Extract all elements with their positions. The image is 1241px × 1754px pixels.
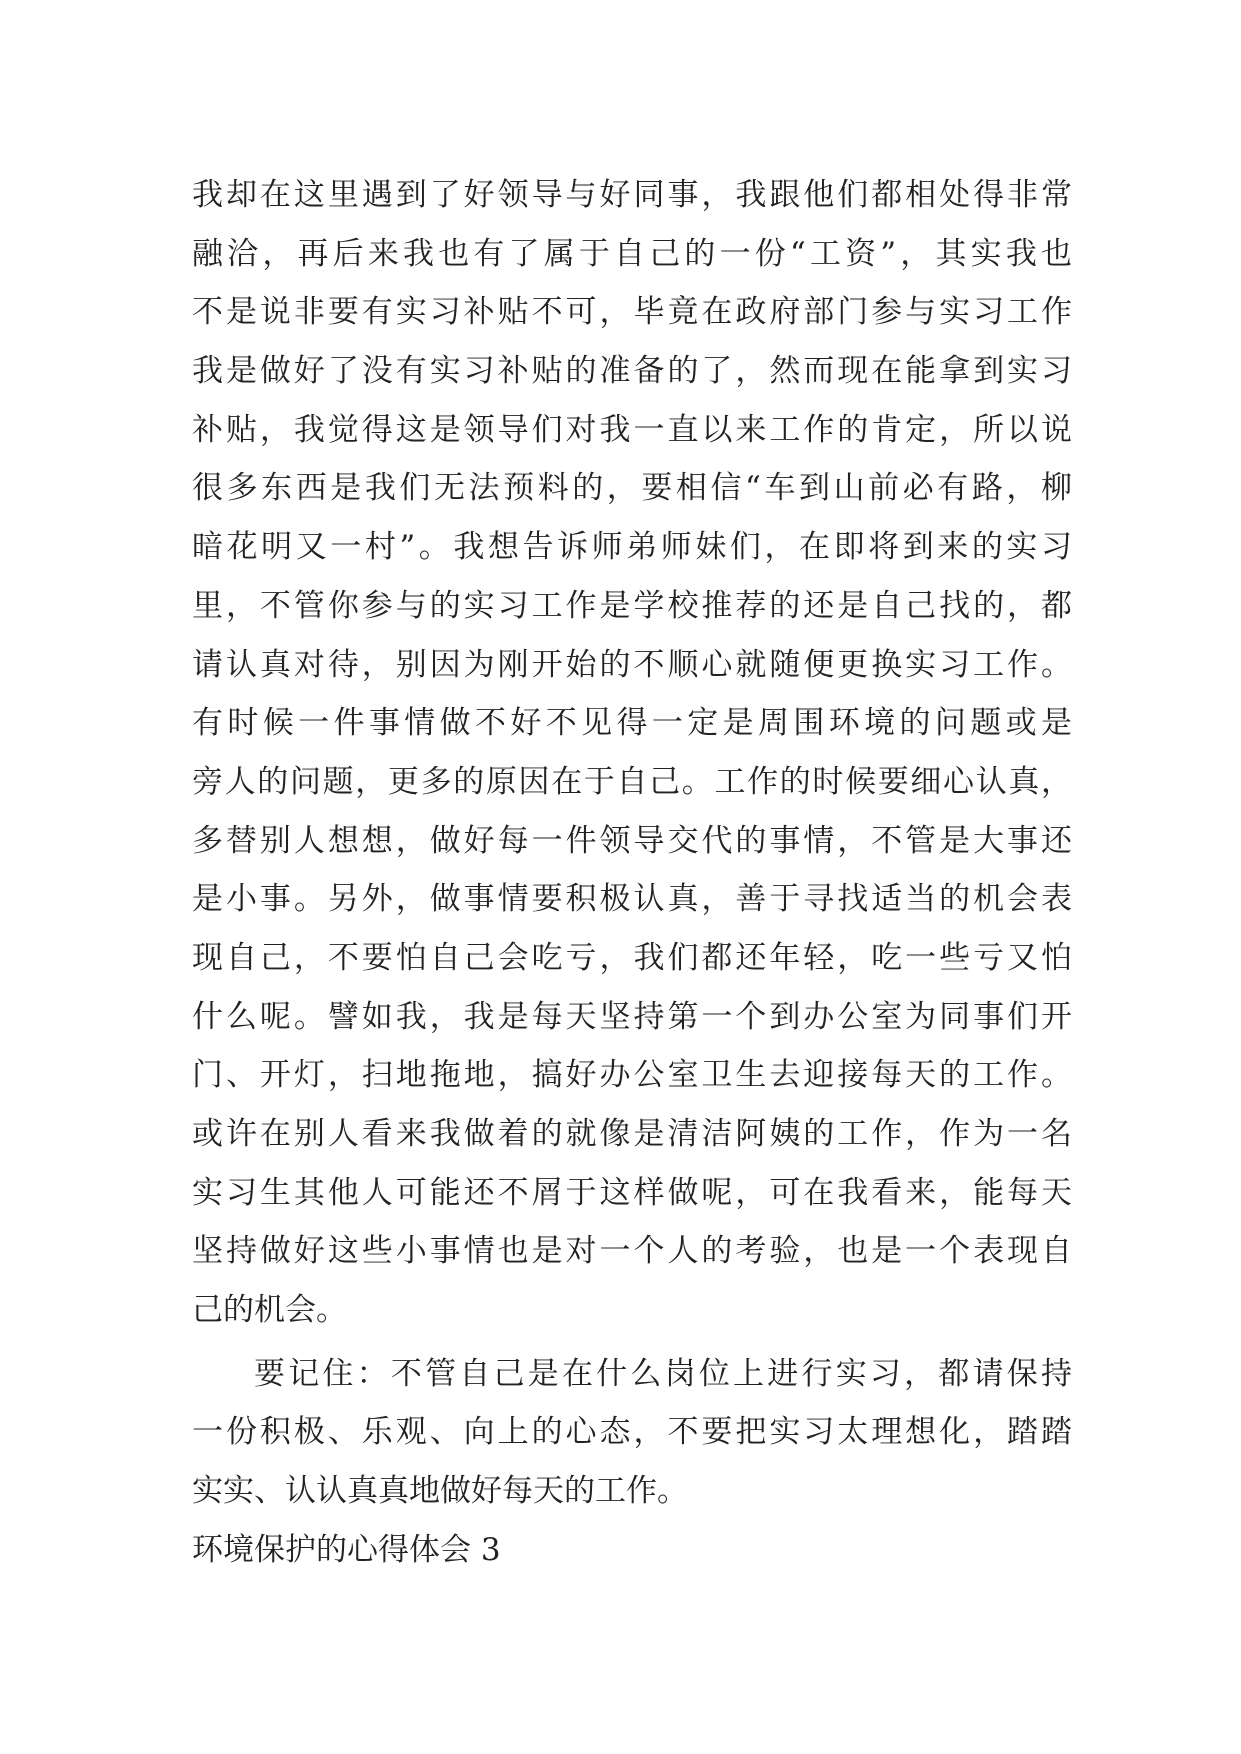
text-line: 补贴，我觉得这是领导们对我一直以来工作的肯定，所以说	[192, 411, 1072, 448]
text-line: 坚持做好这些小事情也是对一个人的考验，也是一个表现自	[192, 1233, 1072, 1270]
text-line: 暗花明又一村”。我想告诉师弟师妹们，在即将到来的实习	[192, 529, 1072, 566]
text-line: 要记住：不管自己是在什么岗位上进行实习，都请保持	[254, 1355, 1072, 1392]
text-line: 里，不管你参与的实习工作是学校推荐的还是自己找的，都	[192, 587, 1072, 624]
text-line: 实实、认认真真地做好每天的工作。	[192, 1473, 688, 1510]
text-line: 是小事。另外，做事情要积极认真，善于寻找适当的机会表	[192, 881, 1072, 918]
text-line: 门、开灯，扫地拖地，搞好办公室卫生去迎接每天的工作。	[192, 1057, 1072, 1094]
text-line: 或许在别人看来我做着的就像是清洁阿姨的工作，作为一名	[192, 1116, 1072, 1152]
paragraph-1	[192, 166, 1072, 1340]
text-line: 现自己，不要怕自己会吃亏，我们都还年轻，吃一些亏又怕	[192, 939, 1072, 976]
text-line: 我却在这里遇到了好领导与好同事，我跟他们都相处得非常	[192, 177, 1072, 213]
text-line: 旁人的问题，更多的原因在于自己。工作的时候要细心认真，	[192, 763, 1072, 800]
document-body	[192, 166, 1072, 1580]
text-line: 实习生其他人可能还不屑于这样做呢，可在我看来，能每天	[192, 1174, 1072, 1211]
text-line: 我是做好了没有实习补贴的准备的了，然而现在能拿到实习	[192, 353, 1072, 390]
paragraph-2	[192, 1345, 1072, 1521]
text-line: 己的机会。	[192, 1292, 347, 1329]
text-line: 请认真对待，别因为刚开始的不顺心就随便更换实习工作。	[192, 646, 1072, 683]
text-line: 融洽，再后来我也有了属于自己的一份“工资”，其实我也	[192, 235, 1072, 272]
text-line: 很多东西是我们无法预料的，要相信“车到山前必有路，柳	[192, 470, 1072, 507]
text-line: 什么呢。譬如我，我是每天坚持第一个到办公室为同事们开	[192, 998, 1072, 1035]
text-line: 不是说非要有实习补贴不可，毕竟在政府部门参与实习工作	[192, 294, 1072, 331]
text-line: 多替别人想想，做好每一件领导交代的事情，不管是大事还	[192, 822, 1072, 859]
text-line: 有时候一件事情做不好不见得一定是周围环境的问题或是	[192, 705, 1072, 742]
section-heading: 环境保护的心得体会 3	[192, 1531, 501, 1568]
text-line: 一份积极、乐观、向上的心态，不要把实习太理想化，踏踏	[192, 1414, 1072, 1451]
